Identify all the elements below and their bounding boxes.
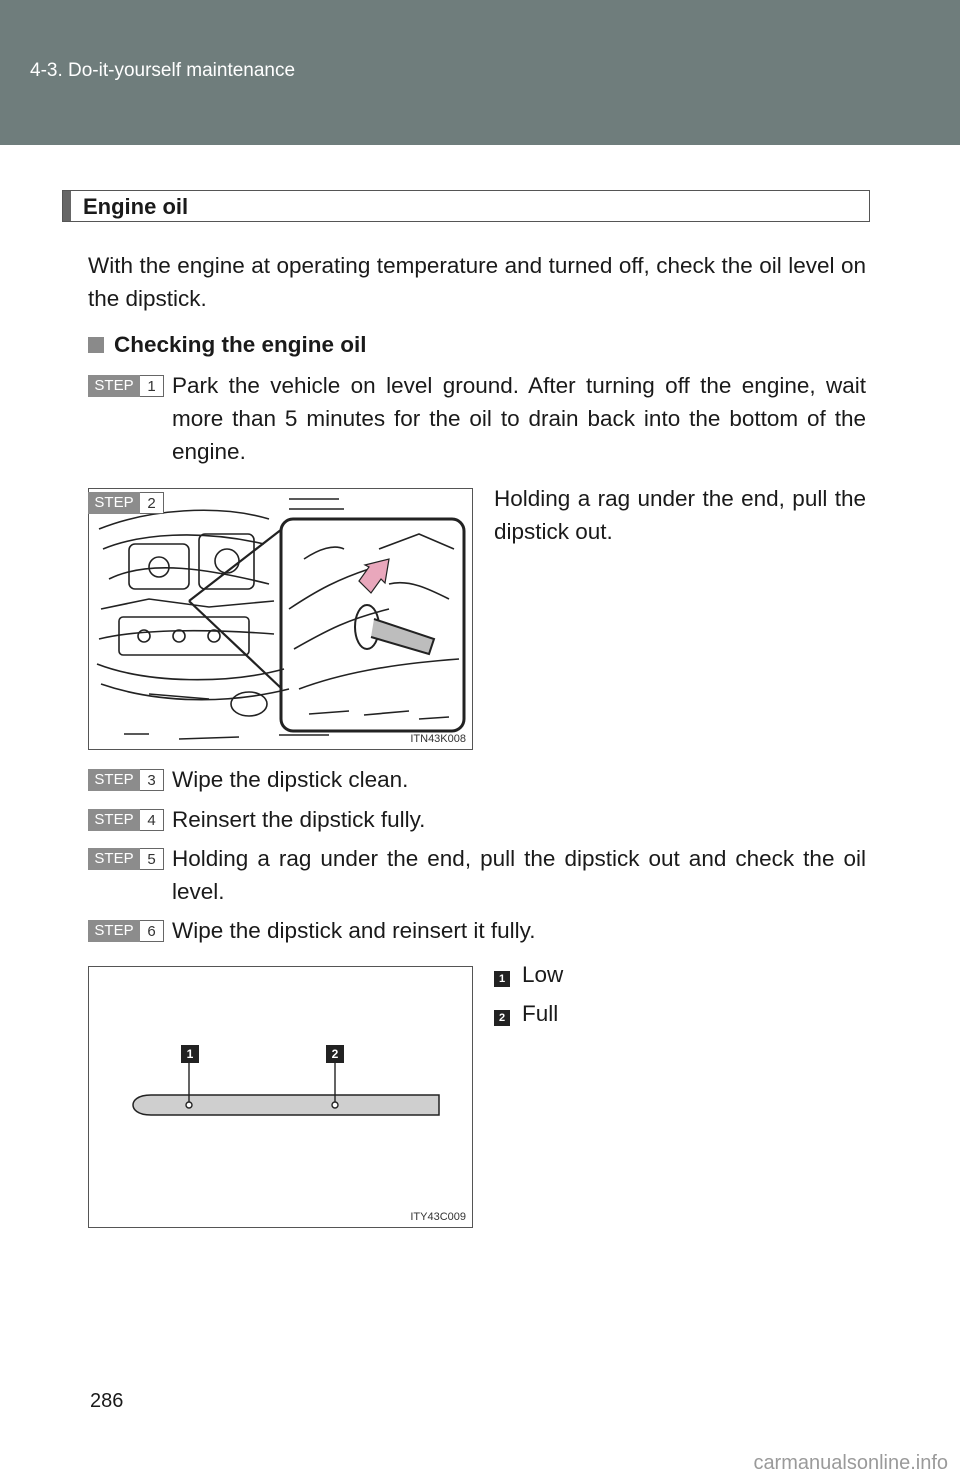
- page-header: [0, 0, 960, 145]
- step-badge-1: STEP 1: [88, 375, 164, 397]
- step-text-3: Wipe the dipstick clean.: [172, 767, 409, 792]
- step-text-2: Holding a rag under the end, pull the dipstick out.: [494, 486, 866, 544]
- figure-code: ITN43K008: [410, 733, 466, 745]
- section-bar-marker: [63, 191, 71, 221]
- subsection-title: Checking the engine oil: [114, 332, 367, 357]
- full-marker-badge: 2: [326, 1045, 344, 1063]
- chapter-title: 4-3. Do-it-yourself maintenance: [30, 60, 296, 81]
- page-number: 286: [90, 1390, 124, 1412]
- step-badge-6: STEP 6: [88, 920, 164, 942]
- intro-paragraph: With the engine at operating temperature and turned off, check the oil level on the dipstick.: [88, 253, 866, 311]
- step-badge-3: STEP 3: [88, 769, 164, 791]
- step-text-4: Reinsert the dipstick fully.: [172, 807, 426, 832]
- step-badge-5: STEP 5: [88, 848, 164, 870]
- legend-item-low: [494, 962, 563, 988]
- step-badge-4: STEP 4: [88, 809, 164, 831]
- engine-bay-figure: [88, 488, 473, 750]
- step-text-1: Park the vehicle on level ground. After turning off the engine, wait more than 5 minutes for the oil to drain back into the bottom of the engine.: [172, 373, 866, 464]
- section-title-bar: [62, 190, 870, 222]
- watermark: carmanualsonline.info: [753, 1452, 948, 1474]
- legend-label: Full: [522, 1001, 559, 1026]
- dipstick-figure: [88, 966, 473, 1228]
- section-title: Engine oil: [83, 194, 189, 219]
- legend-label: Low: [522, 962, 564, 987]
- engine-bay-illustration: [89, 489, 472, 749]
- dipstick-illustration: [89, 967, 472, 1227]
- legend-badge: 2: [494, 1010, 510, 1026]
- step-text-6: Wipe the dipstick and reinsert it fully.: [172, 918, 536, 943]
- figure-code: ITY43C009: [410, 1211, 466, 1223]
- subsection-heading: [88, 332, 367, 358]
- step-badge-2: STEP 2: [88, 492, 164, 514]
- low-marker-badge: 1: [181, 1045, 199, 1063]
- square-bullet-icon: [88, 337, 104, 353]
- legend-item-full: [494, 1001, 558, 1027]
- legend-badge: 1: [494, 971, 510, 987]
- step-text-5: Holding a rag under the end, pull the dipstick out and check the oil level.: [172, 846, 866, 904]
